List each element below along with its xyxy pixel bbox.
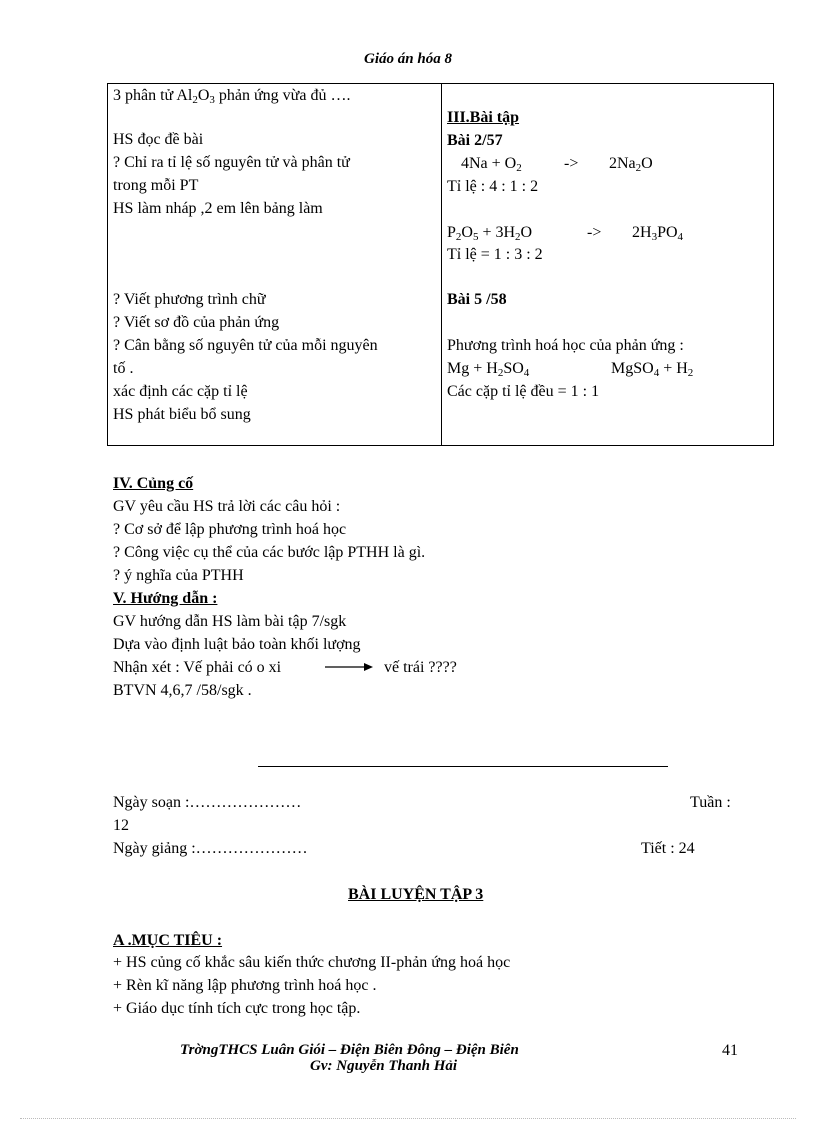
left-line-3: trong mỗi PT: [113, 177, 199, 194]
section-iii-heading: III.Bài tập: [447, 109, 520, 126]
section-v-line-2: Dựa vào định luật bảo toàn khối lượng: [113, 636, 361, 653]
bai-5-heading: Bài 5 /58: [447, 291, 507, 308]
equation-label: Phương trình hoá học của phản ứng :: [447, 337, 684, 354]
left-line-10: HS phát biểu bổ sung: [113, 406, 251, 423]
equation-2-left: $P_2O_5 + 3H_2O$: [447, 224, 533, 243]
section-v-line-3a: Nhận xét : Vế phải có o xi: [113, 659, 282, 676]
equation-2-arrow: ->: [587, 224, 602, 241]
muc-tieu-3: + Giáo dục tính tích cực trong học tập.: [113, 1000, 361, 1017]
equation-3-right: MgSO$_4$ + $H_2$: [611, 360, 694, 379]
left-line-9: xác định các cặp tỉ lệ: [113, 383, 248, 400]
muc-tieu-1: + HS củng cố khắc sâu kiến thức chương II-phản ứng hoá học: [113, 954, 511, 971]
ngay-soan: Ngày soạn :…………………: [113, 794, 302, 811]
footer-author: Gv: Nguyễn Thanh Hải: [310, 1058, 458, 1074]
section-v-line-3b: vế trái ????: [384, 659, 457, 676]
page-bottom-border: [20, 1118, 796, 1119]
left-line-5: ? Viết phương trình chữ: [113, 291, 266, 308]
tuan-label: Tuần :: [690, 794, 731, 811]
section-iv-line-2: ? Cơ sở để lập phương trình hoá học: [113, 521, 347, 538]
left-line-7: ? Cân bằng số nguyên tử của mỗi nguyên: [113, 337, 378, 354]
ngay-giang: Ngày giảng :…………………: [113, 840, 308, 857]
section-v-line-1: GV hướng dẫn HS làm bài tập 7/sgk: [113, 613, 347, 630]
equation-1-right: $2Na_2O$: [609, 155, 653, 174]
section-iv-line-1: GV yêu cầu HS trả lời các câu hỏi :: [113, 498, 341, 515]
equation-1-left: $4Na + O_2$: [461, 155, 522, 174]
tiet-label: Tiết : 24: [641, 840, 695, 857]
left-line-1: HS đọc đề bài: [113, 131, 204, 148]
tuan-number: 12: [113, 817, 129, 834]
section-v-line-4: BTVN 4,6,7 /58/sgk .: [113, 682, 252, 699]
equation-1-arrow: ->: [564, 155, 579, 172]
left-line-6: ? Viết sơ đồ của phản ứng: [113, 314, 280, 331]
page-number: 41: [722, 1042, 738, 1059]
bai-2-heading: Bài 2/57: [447, 132, 503, 149]
horizontal-divider: [258, 766, 668, 767]
lesson-title: BÀI LUYỆN TẬP 3: [348, 886, 484, 903]
muc-tieu-2: + Rèn kĩ năng lập phương trình hoá học .: [113, 977, 377, 994]
left-line-0: 3 phân tử $Al_2O_3$ phản ứng vừa đủ ….: [113, 87, 351, 106]
left-line-2: ? Chỉ ra tỉ lệ số nguyên tử và phân tử: [113, 154, 350, 171]
table-divider: [441, 84, 442, 445]
footer-school: TrờngTHCS Luân Giói – Điện Biên Đông – Điện Biên: [180, 1042, 519, 1058]
section-iv-line-4: ? ý nghĩa của PTHH: [113, 567, 244, 584]
ratio-pairs: Các cặp tỉ lệ đều = 1 : 1: [447, 383, 600, 400]
section-iv-line-3: ? Công việc cụ thể của các bước lập PTHH là gì.: [113, 544, 426, 561]
page-header: Giáo án hóa 8: [364, 51, 452, 67]
equation-3-left: $Mg + H_2SO_4$: [447, 360, 530, 379]
ratio-2: Tỉ lệ = 1 : 3 : 2: [447, 246, 543, 263]
arrow-right-icon: [324, 661, 374, 673]
muc-tieu-heading: A .MỤC TIÊU :: [113, 932, 223, 949]
section-v-title: V. Hướng dẫn :: [113, 590, 218, 607]
left-line-8: tố .: [113, 360, 134, 377]
section-iv-title: IV. Củng cố: [113, 475, 194, 492]
left-line-4: HS làm nháp ,2 em lên bảng làm: [113, 200, 323, 217]
ratio-1: Tỉ lệ : 4 : 1 : 2: [447, 178, 539, 195]
equation-2-right: $2H_3PO_4$: [632, 224, 684, 243]
